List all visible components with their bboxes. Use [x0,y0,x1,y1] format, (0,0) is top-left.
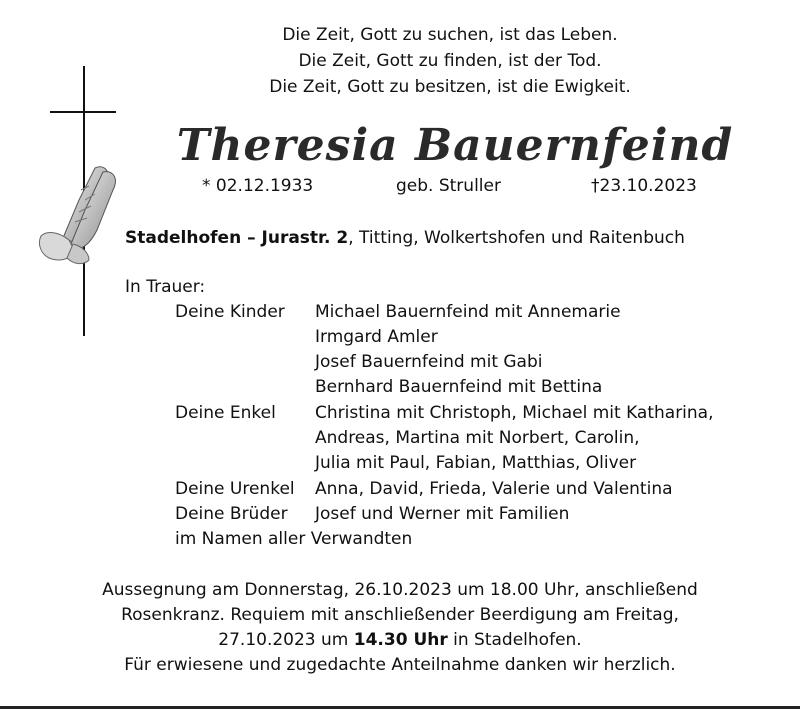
children-line: Michael Bauernfeind mit Annemarie [315,302,621,322]
deceased-name: Theresia Bauernfeind [176,120,734,171]
maiden-name: geb. Struller [396,176,501,196]
grandchildren-line: Julia mit Paul, Fabian, Matthias, Oliver [315,453,637,473]
address-line [125,228,685,248]
birth-date: * 02.12.1933 [202,176,314,196]
service-place: in Stadelhofen. [447,630,582,650]
group-label-children: Deine Kinder [175,302,285,322]
children-line: Bernhard Bauernfeind mit Bettina [315,377,603,397]
address-places: , Titting, Wolkertshofen und Raitenbuch [348,228,685,248]
children-line: Irmgard Amler [315,327,438,347]
group-label-brothers: Deine Brüder [175,504,288,524]
service-time: 14.30 Uhr [353,630,448,650]
death-date: †23.10.2023 [591,176,697,196]
service-line-3 [0,630,800,650]
mourning-intro: In Trauer: [125,277,206,297]
group-label-great-grandchildren: Deine Urenkel [175,479,295,499]
verse-line-3: Die Zeit, Gott zu besitzen, ist die Ewigkeit. [269,77,631,97]
great-grandchildren-line: Anna, David, Frieda, Valerie und Valentina [315,479,673,499]
service-date: 27.10.2023 um [218,630,354,650]
praying-hands-icon [33,160,123,274]
service-line-2: Rosenkranz. Requiem mit anschließender Beerdigung am Freitag, [121,605,679,625]
verse-line-2: Die Zeit, Gott zu finden, ist der Tod. [298,51,602,71]
grandchildren-line: Christina mit Christoph, Michael mit Katharina, [315,403,714,423]
verse-line-1: Die Zeit, Gott zu suchen, ist das Leben. [282,25,618,45]
group-label-grandchildren: Deine Enkel [175,403,276,423]
children-line: Josef Bauernfeind mit Gabi [315,352,543,372]
thanks-line: Für erwiesene und zugedachte Anteilnahme danken wir herzlich. [124,655,676,675]
service-line-1: Aussegnung am Donnerstag, 26.10.2023 um 18.00 Uhr, anschließend [102,580,698,600]
address-main: Stadelhofen – Jurastr. 2 [125,228,349,248]
brothers-line: Josef und Werner mit Familien [315,504,570,524]
mourning-closing: im Namen aller Verwandten [175,529,413,549]
grandchildren-line: Andreas, Martina mit Norbert, Carolin, [315,428,640,448]
